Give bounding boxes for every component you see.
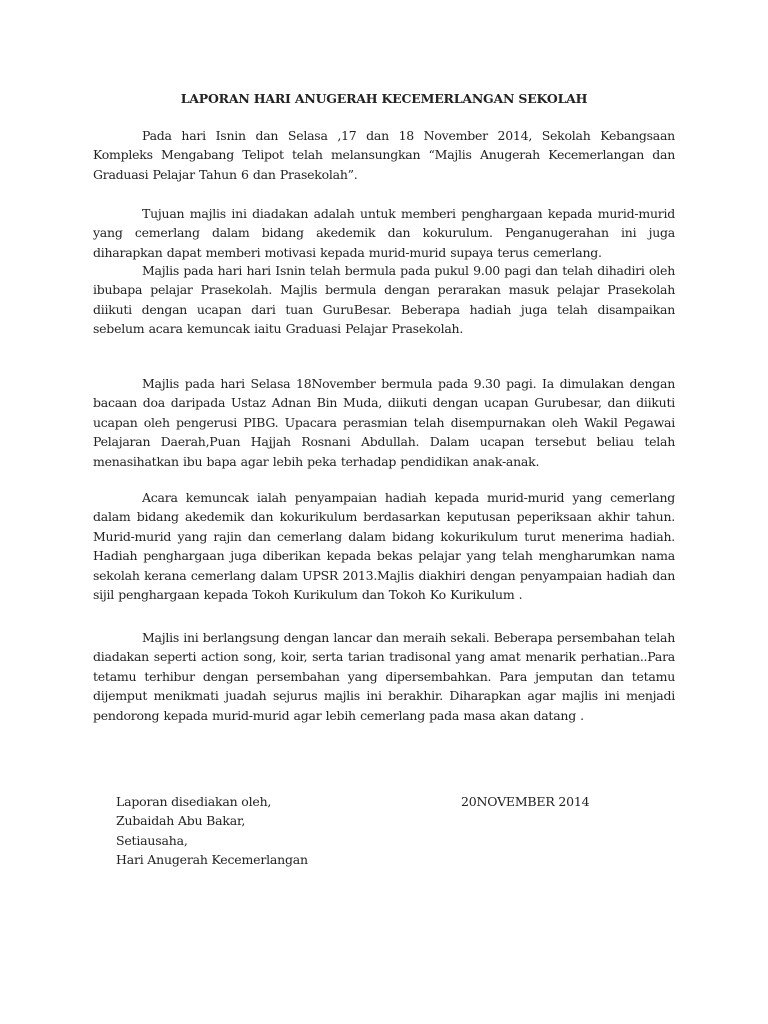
signature-position: Setiausaha, xyxy=(116,832,188,848)
paragraph-closing: Majlis ini berlangsung dengan lancar dan meraih sekali. Beberapa persembahan telah diadakan seperti action song, koir, serta tarian tradisonal yang amat menarik perhatian..Para tetamu terhibur dengan persembahan yang dipersembahkan. Para jemputan dan tetamu dijemput menikmati juadah sejurus majlis ini berakhir. Diharapkan agar majlis ini menjadi pendorong kepada murid-murid agar lebih cemerlang pada masa akan datang . xyxy=(93,630,675,723)
paragraph-intro: Pada hari Isnin dan Selasa ,17 dan 18 November 2014, Sekolah Kebangsaan Kompleks Mengabang Telipot telah melansungkan “Majlis Anugerah Kecemerlangan dan Graduasi Pelajar Tahun 6 dan Prasekolah”. xyxy=(93,128,675,182)
paragraph-main-event: Acara kemuncak ialah penyampaian hadiah kepada murid-murid yang cemerlang dalam bidang akedemik dan kokurikulum berdasarkan keputusan peperiksaan akhir tahun. Murid-murid yang rajin dan cemerlang dalam bidang kokurikulum turut menerima hadiah. Hadiah penghargaan juga diberikan kepada bekas pelajar yang telah mengharumkan nama sekolah kerana cemerlang dalam UPSR 2013.Majlis diakhiri dengan penyampaian hadiah dan sijil penghargaan kepada Tokoh Kurikulum dan Tokoh Ko Kurikulum . xyxy=(93,490,675,603)
paragraph-purpose: Tujuan majlis ini diadakan adalah untuk memberi penghargaan kepada murid-murid yang cemerlang dalam bidang akedemik dan kokurulum. Penganugerahan ini juga diharapkan dapat memberi motivasi kepada murid-murid supaya terus cemerlang. xyxy=(93,206,675,260)
report-date: 20NOVEMBER 2014 xyxy=(461,794,590,809)
document-title: LAPORAN HARI ANUGERAH KECEMERLANGAN SEKOLAH xyxy=(180,91,588,106)
signature-name: Zubaidah Abu Bakar, xyxy=(116,813,246,829)
signature-block xyxy=(116,792,308,870)
paragraph-monday-event: Majlis pada hari hari Isnin telah bermula pada pukul 9.00 pagi dan telah dihadiri oleh ibubapa pelajar Prasekolah. Majlis bermula dengan perarakan masuk pelajar Prasekolah diikuti dengan ucapan dari tuan GuruBesar. Beberapa hadiah juga telah disampaikan sebelum acara kemuncak iaitu Graduasi Pelajar Prasekolah. xyxy=(93,263,675,337)
paragraph-tuesday-event: Majlis pada hari Selasa 18November bermula pada 9.30 pagi. Ia dimulakan dengan bacaan doa daripada Ustaz Adnan Bin Muda, diikuti dengan ucapan Gurubesar, dan diikuti ucapan oleh pengerusi PIBG. Upacara perasmian telah disempurnakan oleh Wakil Pegawai Pelajaran Daerah,Puan Hajjah Rosnani Abdullah. Dalam ucapan tersebut beliau telah menasihatkan ibu bapa agar lebih peka terhadap pendidikan anak-anak. xyxy=(93,376,675,469)
signature-event: Hari Anugerah Kecemerlangan xyxy=(116,852,308,868)
signature-prepared-by: Laporan disediakan oleh, xyxy=(116,794,272,809)
